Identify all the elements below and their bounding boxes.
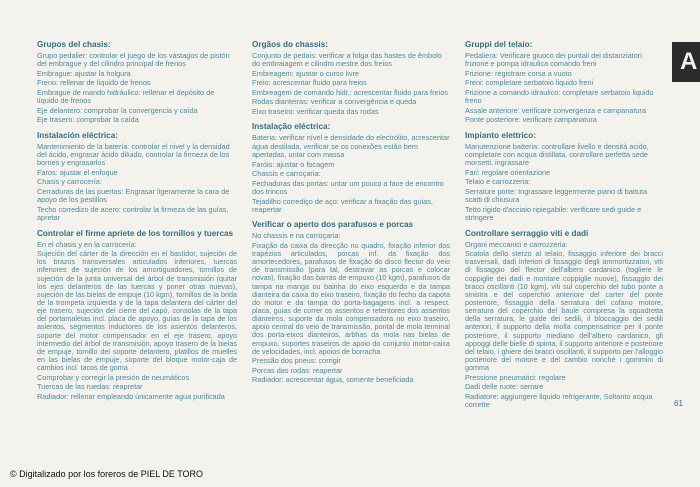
list-item: No chassis e na carroçaria: [252,231,341,241]
list-item: Fechaduras das portas: untar um pouco a face de encontro dos trincos [252,178,444,196]
list-item: Cerraduras de las puertas: Engrasar ligeramente la cara de apoyo de los pestillos [37,186,230,205]
section-title: Gruppi del telaio: [465,40,533,49]
list-item: Techo corredizo de acero: controlar la firmeza de las guías, apretar [37,204,229,223]
list-item: Organi meccanici e carrozzeria: [465,239,568,249]
section-bolts [465,229,663,410]
section-electrical [37,131,237,223]
list-item: Chassis e carroçaria: [252,169,321,179]
list-item: Porcas das rodas: reapertar [252,365,343,375]
list-item: Ponte posteriore: verificare campanatura [465,115,597,125]
section-chassis-groups [252,40,450,116]
list-item: Faróis: ajustar o focagem [252,159,335,169]
column-spanish [37,40,237,407]
list-item: Tetto rigido d'acciaio ripiegabile: verificare sedi guide e stringere [465,204,642,223]
section-bolts [252,220,450,384]
list-item: Freio: acrescentar fluido para freios [252,78,367,88]
list-item: Radiador: rellenar empleando únicamente agua purificada [37,391,225,401]
section-title: Controlar el firme apriete de los tornillos y tuercas [37,228,234,238]
list-item: Embreagem: ajustar o curso livre [252,68,360,78]
section-title: Instalación eléctrica: [37,130,118,140]
section-chassis-groups [37,40,237,125]
list-item: Frizione a comando idraulico: completare serbatoio liquido freno [465,87,654,106]
list-item: Serrature porte: Ingrassare leggermente piano di battuta scatti di chiusura [465,186,648,205]
list-item: Sujeción del cárter de la dirección en el bastidor, sujeción de los brazos transversales articulados inferiores, tuercas inferiores de sujeción de los amortiguadores, tornillos de sujeción de la junta universal del árbol de transmisión (quitar los ejes delanteros de las tuercas y poner otras nuevas), sujeción de las bielas de empuje (10 kgm), tornillos de la brida de la trompeta izquierda y de la tapa delantera del cárter del eje trasero, sujeción del cierre del capó, consolas de la tapa del portamaletas incl. placa de apoyo, guías de la tapa de los asientos, segmentos inductores de los asientos delanteros, soporte del motor compensador en el eje trasero, apoyo intermedio del árbol de transmisión, apoyo trasero de la bielas de empuje, tornillo del soporte delantero, platillos de muelles en las bielas de empuje, soporte del bloque motor-caja de cambios incl. tacos de goma [37,249,237,373]
list-item: Eje trasero: comprobar la caída [37,115,139,125]
list-item: Pressão dos pneus: corrigir [252,356,341,366]
list-item: Faros: ajustar el enfoque [37,167,118,177]
section-title: Impianto elettrico: [465,130,536,140]
section-title: Orgãos do chassis: [252,40,328,49]
list-item: Fari: regolare orientazione [465,167,551,177]
list-item: Radiador: acrescentar água, somente beneficiada [252,375,414,385]
list-item: Frizione: registrare corsa a vuoto [465,68,572,78]
list-item: Freno: rellenar de líquido de frenos [37,78,151,88]
section-chassis-groups [465,40,663,125]
list-item: Eixo traseiro: verificar queda das rodas [252,107,379,116]
list-item: Fixação da caixa da direcção no quadro, fixação inferior dos trapézios articulados, porcas inf. da fixação dos amortecedores, parafusos de fixação do disco flector do veio de transmissão (para tal, destravar as porcas e colocar novas), fixação das barras de empuxo (10 kgm), parafusos da tampa na manga ou bainha do eixo esquerdo e da tampa dianteira da caixa do eixo traseiro, fixação do fecho da capota do motor e da tampa do porta-bagagens incl. a respect. placa, guias de correr os assentos e retentores dos assentos dianteiros, suporte da mola compensadora no eixo traseiro, apoio central do veio de transmissão, pontal de mola terminal dos porta-eixos dianteiros, arbhas da mola nas bielas de empuxo, suportes traseiros de apoio do conjunto motor-caixa de velocidades, incl. apoios de borracha [252,240,450,356]
list-item: Tuercas de las ruedas: reapretar [37,382,143,392]
section-electrical [252,122,450,214]
list-item: Embrague de mando hidráulico: rellenar el depósito de líquido de frenos [37,87,215,106]
list-item: Conjunto de pedais: verificar a folga das hastes de êmbolo do embraiagem e cilindro mestre dos freios [252,51,442,69]
list-item: En el chasis y en la carrocería: [37,239,137,249]
page-number: 61 [674,399,683,408]
section-title: Grupos del chasis: [37,40,111,49]
list-item: Pedaliera: Verificare giuoco dei puntali dei distanziatori frizione e pompa idraulica comando freni [465,51,642,69]
list-item: Manutenzione batteria: controllare livello e densità acido, completare con acqua distillata, controllare perfetta sede morsetti, ingrassare [465,141,649,168]
list-item: Scatola dello sterzo al telaio, fissaggio inferiore dei bracci trasversali, dadi inferiori di fissaggio degli ammortizzatori, viti di fissaggio del flector dell'albero cardanico (togliere le coppiglie dei dadi e montare coppiglie nuove), fissaggio dei bracci oscillanti (10 kgm), viti sul coperchio del tubo ponte a sinistra e del coperchio anteriore del carter del ponte posteriore, fissaggio della serratura del cofano motore, serratura del coperchio del baule compresa la squadretta della serratura, le guide dei sedili, il bloccaggio dei sedili anteriori, il supporto della molla compensatrice per il ponte posteriore, il supporto mediano dell'albero cardanico, gli appoggi delle bielle di spinta, il supporto anteriore e posteriore del telaio, i ghiere dei bracci oscillanti, il supporto per l'alloggio posteriore del motore e del cambio nonché i gommini di gomma [465,249,663,373]
section-title: Instalação eléctrica: [252,122,331,132]
list-item: Grupo pedalier: controlar el juego de los vástagos de pistón del embrague y del cilindro principal de frenos [37,51,230,69]
column-italian [465,40,663,415]
list-item: Embrague: ajustar la holgura [37,68,131,78]
list-item: Freni: completare serbatoio liquido freni [465,78,594,88]
list-item: Eje delantero: comprobar la convergencia y caída [37,105,198,115]
column-portuguese [252,40,450,391]
list-item: Pressione pneumatici: regolare [465,372,566,382]
list-item: Bateria: verificar nível e densidade do electrólito, acrescentar água destilada, verificar se os conexões estão bem apertadas, untar com massa [252,133,450,160]
scan-credit: © Digitalizado por los foreros de PIEL DE TORO [10,469,204,479]
section-electrical [465,131,663,223]
list-item: Dadi delle ruote: serrare [465,382,544,392]
list-item: Tejadilho corrediço de aço: verificar a fixação das guias, reapertar [252,196,433,214]
section-title: Verificar o aperto dos parafusos e porcas [252,220,414,230]
list-item: Chasis y carrocería: [37,177,102,187]
list-item: Telaio e carrozzeria: [465,177,531,187]
section-title: Controllare serraggio viti e dadi [465,228,589,238]
list-item: Rodas dianteiras: verificar a convergência e queda [252,97,417,107]
list-item: Embreagem de comando hidr.: acrescentar fluido para freios [252,87,448,97]
list-item: Assale anteriore: verificare convergenza e campanatura [465,105,646,115]
section-bolts [37,229,237,401]
list-item: Comprobar y corregir la presión de neumáticos [37,372,190,382]
list-item: Radiatore: aggiungere liquido refrigerante, Soltanto acqua corrette [465,391,653,409]
list-item: Mantenimiento de la batería: controlar el nivel y la densidad del ácido, engrasar ácido diluido, controlar la firmeza de los bornes y engrasarlos [37,141,230,168]
section-tab-marker: A [672,42,700,82]
